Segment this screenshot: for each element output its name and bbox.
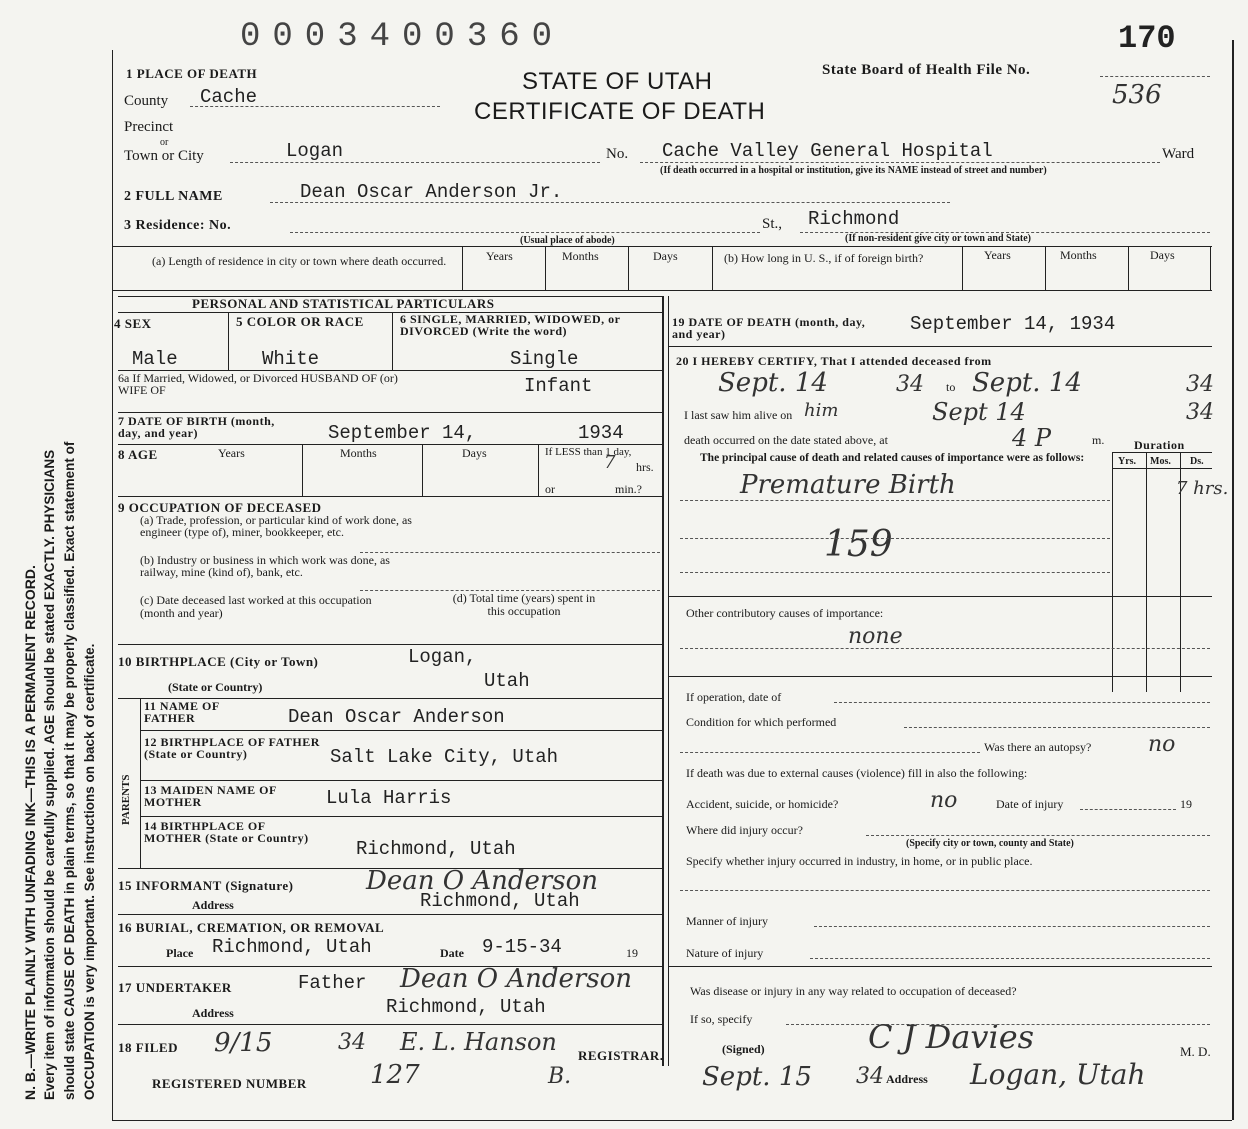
operation-label: If operation, date of — [686, 690, 782, 704]
other-causes-label: Other contributory causes of importance: — [686, 606, 884, 620]
other-causes-value: none — [848, 624, 903, 649]
precinct-label: Precinct — [124, 119, 174, 135]
death-time-label: death occurred on the date stated above, at — [684, 433, 888, 447]
spouse-label: 6a If Married, Widowed, or Divorced HUSBAND OF (or) WIFE OF — [118, 371, 398, 397]
county-label: County — [124, 93, 169, 109]
md-label: M. D. — [1180, 1044, 1211, 1059]
sex-value: Male — [132, 348, 178, 370]
certificate-title: CERTIFICATE OF DEATH — [474, 98, 766, 125]
file-no-label: State Board of Health File No. — [822, 62, 1031, 78]
serial-number: 0003400360 — [240, 18, 565, 56]
age-label: 8 AGE — [118, 447, 158, 462]
external-causes-label: If death was due to external causes (violence) fill in also the following: — [686, 766, 1028, 780]
burial-year-label: 19 — [626, 946, 638, 960]
injury-year-label: 19 — [1180, 797, 1192, 811]
birthplace-state: Utah — [484, 670, 530, 692]
father-label: 11 NAME OF FATHER — [144, 699, 220, 725]
physician-signature: C J Davies — [868, 1018, 1035, 1056]
less-than-label: If LESS than 1 day, — [545, 446, 632, 458]
sign-year: 34 — [856, 1064, 884, 1089]
occupation-related-label: Was disease or injury in any way related to occupation of deceased? — [690, 984, 1017, 998]
burial-date-value: 9-15-34 — [482, 936, 562, 958]
death-time-value: 4 P — [1012, 424, 1052, 452]
spouse-value: Infant — [524, 375, 593, 397]
color-label: 5 COLOR OR RACE — [236, 314, 364, 329]
duration-ds: Ds. — [1190, 456, 1204, 467]
foreign-years-label: Years — [984, 248, 1011, 262]
or-min-label: or — [545, 482, 555, 496]
full-name-label: 2 FULL NAME — [124, 189, 223, 204]
registrar-label: REGISTRAR. — [578, 1048, 664, 1063]
cause-code: 159 — [824, 524, 893, 565]
cause-value: Premature Birth — [740, 470, 956, 500]
foreign-birth-label: (b) How long in U. S., if of foreign birth? — [724, 251, 924, 265]
dob-value: September 14, — [328, 422, 477, 444]
institution-note: (If death occurred in a hospital or institution, give its NAME instead of street and number) — [660, 165, 1047, 176]
file-no-value: 536 — [1112, 80, 1162, 110]
burial-date-label: Date — [440, 946, 464, 960]
autopsy-label: Was there an autopsy? — [984, 740, 1092, 754]
town-label: Town or City — [124, 148, 204, 164]
res-days-label: Days — [653, 249, 678, 263]
specify-place-label: Specify whether injury occurred in industry, in home, or in public place. — [686, 854, 1033, 868]
certify-label: 20 I HEREBY CERTIFY, That I attended deceased from — [676, 354, 992, 368]
town-value: Logan — [286, 140, 344, 162]
min-label: min.? — [615, 482, 642, 496]
undertaker-signature: Dean O Anderson — [400, 964, 633, 994]
accident-value: no — [930, 788, 958, 813]
occupation-label: 9 OCCUPATION OF DECEASED — [118, 500, 322, 515]
manner-label: Manner of injury — [686, 914, 768, 928]
length-residence-label: (a) Length of residence in city or town where death occurred. — [152, 254, 447, 268]
foreign-months-label: Months — [1060, 248, 1097, 262]
occupation-d-label: (d) Total time (years) spent in this occupation — [452, 591, 596, 618]
informant-address: Richmond, Utah — [420, 890, 580, 912]
hrs-label: hrs. — [636, 460, 654, 474]
attended-from-year: 34 — [896, 372, 924, 397]
usual-abode-note: (Usual place of abode) — [520, 235, 615, 246]
side-note-4: OCCUPATION is very important. See instructions on back of certificate. — [82, 643, 97, 1100]
county-value: Cache — [200, 86, 258, 108]
informant-address-label: Address — [192, 898, 234, 912]
physician-address-label: Address — [886, 1072, 928, 1086]
foreign-days-label: Days — [1150, 248, 1175, 262]
registered-number: 127 — [370, 1060, 420, 1090]
state-heading: STATE OF UTAH — [522, 68, 713, 95]
dob-year: 1934 — [578, 422, 624, 444]
duration-yrs: Yrs. — [1118, 456, 1137, 467]
street-label: St., — [762, 216, 783, 232]
physician-address: Logan, Utah — [970, 1058, 1146, 1091]
nature-label: Nature of injury — [686, 946, 764, 960]
filed-date: 9/15 — [214, 1028, 273, 1058]
undertaker-label: 17 UNDERTAKER — [118, 980, 232, 995]
mother-label: 13 MAIDEN NAME OF MOTHER — [144, 783, 277, 809]
side-note-2: Every item of information should be carefully supplied. AGE should be stated EXACTLY. PHYSICIANS — [42, 449, 57, 1100]
undertaker-value: Father — [298, 972, 367, 994]
birthplace-city: Logan, — [408, 646, 477, 668]
attended-to: Sept. 14 — [972, 368, 1082, 398]
last-saw-pronoun: him — [804, 400, 839, 421]
no-label: No. — [606, 146, 629, 162]
registrar-signature: E. L. Hanson — [400, 1028, 557, 1056]
father-birthplace-label: 12 BIRTHPLACE OF FATHER (State or Country) — [144, 735, 320, 761]
occupation-a-label: (a) Trade, profession, or particular kind of work done, as engineer (type of), miner, bookkeeper, etc. — [140, 513, 412, 539]
attended-from: Sept. 14 — [718, 368, 828, 398]
residence-value: Richmond — [808, 208, 900, 230]
father-birthplace-value: Salt Lake City, Utah — [330, 746, 559, 768]
attended-to-year: 34 — [1186, 372, 1214, 397]
personal-heading: PERSONAL AND STATISTICAL PARTICULARS — [192, 296, 495, 311]
duration-label: Duration — [1134, 438, 1185, 452]
res-months-label: Months — [562, 249, 599, 263]
where-injury-note: (Specify city or town, county and State) — [906, 838, 1074, 849]
m-label: m. — [1092, 433, 1105, 447]
registered-number-label: REGISTERED NUMBER — [152, 1076, 307, 1091]
nonresident-note: (If non-resident give city or town and State) — [845, 233, 1032, 244]
sex-label: 4 SEX — [114, 316, 152, 331]
if-so-label: If so, specify — [690, 1012, 753, 1026]
marital-label: 6 SINGLE, MARRIED, WIDOWED, or DIVORCED (Write the word) — [400, 312, 621, 338]
informant-signature: Dean O Anderson — [366, 866, 599, 896]
last-saw-date: Sept 14 — [932, 398, 1026, 426]
parents-label: PARENTS — [120, 774, 132, 825]
ward-label: Ward — [1162, 146, 1195, 162]
cause-label: The principal cause of death and related causes of importance were as follows: — [700, 452, 1085, 464]
informant-label: 15 INFORMANT (Signature) — [118, 878, 294, 893]
side-note-1: N. B.—WRITE PLAINLY WITH UNFADING INK—THIS IS A PERMANENT RECORD. — [22, 565, 38, 1100]
burial-place-label: Place — [166, 946, 194, 960]
date-of-death-label: 19 DATE OF DEATH (month, day, and year) — [672, 315, 866, 341]
signed-label: (Signed) — [722, 1042, 765, 1056]
dob-label: 7 DATE OF BIRTH (month, day, and year) — [118, 414, 275, 440]
duration-value: 7 hrs. — [1176, 478, 1229, 499]
burial-label: 16 BURIAL, CREMATION, OR REMOVAL — [118, 920, 385, 935]
registered-letter: B. — [548, 1064, 572, 1089]
age-months-label: Months — [340, 446, 377, 460]
father-value: Dean Oscar Anderson — [288, 706, 505, 728]
burial-place-value: Richmond, Utah — [212, 936, 372, 958]
birthplace-label: 10 BIRTHPLACE (City or Town) — [118, 654, 319, 669]
color-value: White — [262, 348, 320, 370]
filed-year: 34 — [338, 1030, 366, 1055]
occupation-b-label: (b) Industry or business in which work was done, as railway, mine (kind of), bank, etc. — [140, 553, 390, 579]
where-injury-label: Where did injury occur? — [686, 823, 803, 837]
undertaker-address-label: Address — [192, 1006, 234, 1020]
to-label: to — [946, 380, 956, 394]
mother-birthplace-label: 14 BIRTHPLACE OF MOTHER (State or Country) — [144, 819, 309, 845]
filed-label: 18 FILED — [118, 1040, 178, 1055]
res-years-label: Years — [486, 249, 513, 263]
institution-value: Cache Valley General Hospital — [662, 140, 993, 162]
full-name-value: Dean Oscar Anderson Jr. — [300, 181, 563, 203]
accident-label: Accident, suicide, or homicide? — [686, 797, 839, 811]
last-saw-year: 34 — [1186, 400, 1214, 425]
mother-value: Lula Harris — [326, 787, 452, 809]
last-saw-label: I last saw him alive on — [684, 408, 793, 422]
residence-label: 3 Residence: No. — [124, 218, 232, 233]
undertaker-address: Richmond, Utah — [386, 996, 546, 1018]
or-label: or — [160, 137, 169, 148]
hrs-value: 7 — [604, 452, 616, 473]
age-years-label: Years — [218, 446, 245, 460]
sign-date: Sept. 15 — [702, 1062, 812, 1092]
page-number: 170 — [1118, 20, 1176, 57]
date-of-death-value: September 14, 1934 — [910, 313, 1116, 335]
marital-value: Single — [510, 348, 579, 370]
mother-birthplace-value: Richmond, Utah — [356, 838, 516, 860]
autopsy-value: no — [1148, 732, 1176, 757]
injury-date-label: Date of injury — [996, 797, 1064, 811]
age-days-label: Days — [462, 446, 487, 460]
birthplace-state-label: (State or Country) — [168, 680, 263, 694]
occupation-c-label: (c) Date deceased last worked at this occupation (month and year) — [140, 593, 372, 620]
place-of-death-label: 1 PLACE OF DEATH — [126, 66, 258, 81]
side-note-3: should state CAUSE OF DEATH in plain terms, so that it may be properly classified. Exact statement of — [62, 441, 77, 1100]
condition-label: Condition for which performed — [686, 715, 837, 729]
duration-mos: Mos. — [1150, 456, 1171, 467]
